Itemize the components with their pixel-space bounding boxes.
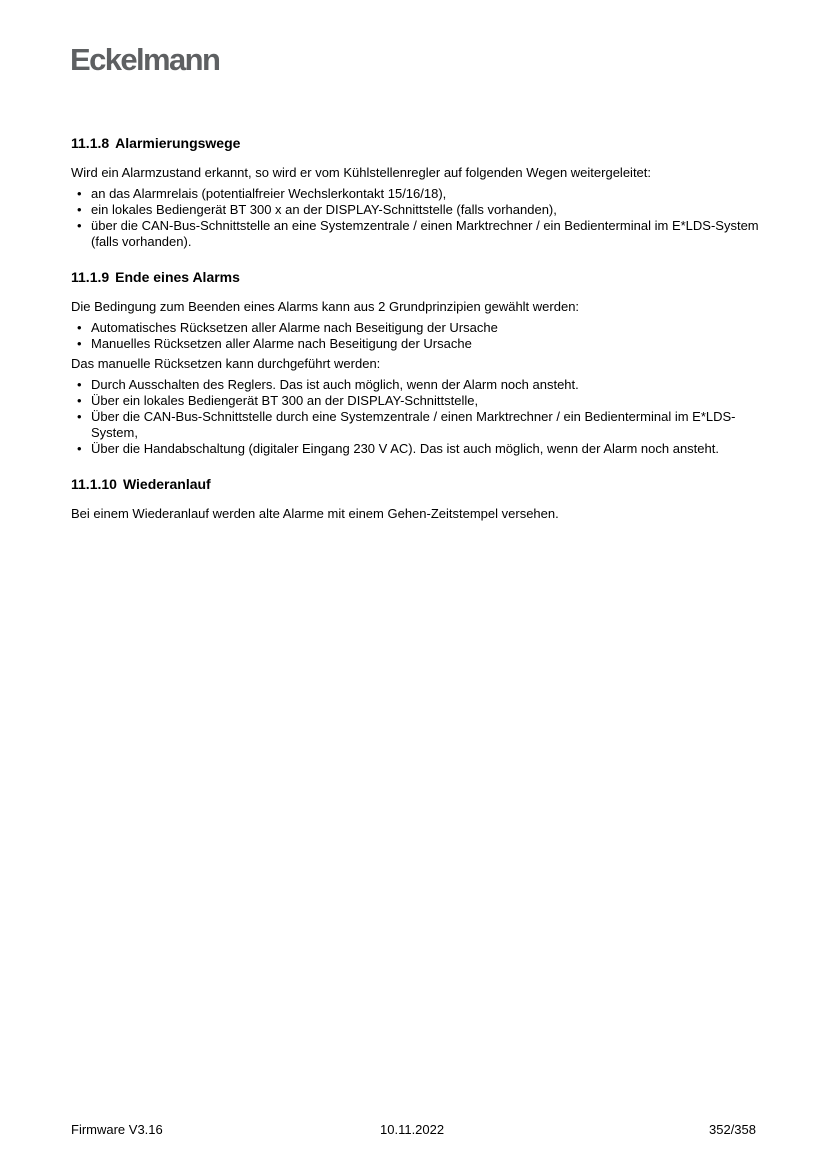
section-intro: Die Bedingung zum Beenden eines Alarms kann aus 2 Grundprinzipien gewählt werden: bbox=[71, 299, 580, 314]
brand-logo: Eckelmann bbox=[70, 42, 220, 77]
section-title: Ende eines Alarms bbox=[115, 269, 240, 285]
list-item: • Manuelles Rücksetzen aller Alarme nach Beseitigung der Ursache bbox=[77, 336, 472, 351]
section-number: 11.1.9 bbox=[71, 269, 110, 285]
bullet-list bbox=[71, 377, 761, 457]
section-alarmierungswege bbox=[71, 134, 761, 250]
bullet-list bbox=[71, 186, 761, 250]
section-title: Alarmierungswege bbox=[115, 135, 241, 151]
section-heading bbox=[71, 475, 761, 493]
section-title: Wiederanlauf bbox=[122, 476, 211, 492]
list-item: • ein lokales Bediengerät BT 300 x an der DISPLAY-Schnittstelle (falls vorhanden), bbox=[77, 202, 557, 217]
footer-page-number: 352/358 bbox=[709, 1122, 756, 1137]
list-item: • über die CAN-Bus-Schnittstelle an eine Systemzentrale / einen Marktrechner / ein Bedienterminal im E*LDS-System (falls vorhanden). bbox=[77, 218, 759, 249]
section-ende-eines-alarms bbox=[71, 268, 761, 457]
footer-date: 10.11.2022 bbox=[380, 1122, 445, 1137]
section-wiederanlauf bbox=[71, 475, 761, 522]
footer-firmware: Firmware V3.16 bbox=[71, 1122, 163, 1137]
list-item: • Über die Handabschaltung (digitaler Eingang 230 V AC). Das ist auch möglich, wenn der Alarm noch ansteht. bbox=[77, 441, 719, 456]
list-item: • Automatisches Rücksetzen aller Alarme nach Beseitigung der Ursache bbox=[77, 320, 498, 335]
section-subintro: Das manuelle Rücksetzen kann durchgeführt werden: bbox=[71, 356, 381, 371]
list-item: • Über ein lokales Bediengerät BT 300 an der DISPLAY-Schnittstelle, bbox=[77, 393, 479, 408]
list-item: • an das Alarmrelais (potentialfreier Wechslerkontakt 15/16/18), bbox=[77, 186, 447, 201]
list-item: • Über die CAN-Bus-Schnittstelle durch eine Systemzentrale / einen Marktrechner / ein Bedienterminal im E*LDS-System, bbox=[77, 409, 736, 440]
section-intro: Wird ein Alarmzustand erkannt, so wird er vom Kühlstellenregler auf folgenden Wegen weitergeleitet: bbox=[71, 165, 652, 180]
section-heading bbox=[71, 268, 761, 286]
section-number: 11.1.8 bbox=[71, 135, 110, 151]
document-body bbox=[71, 134, 761, 540]
bullet-list bbox=[71, 320, 761, 352]
section-number: 11.1.10 bbox=[71, 476, 117, 492]
section-intro: Bei einem Wiederanlauf werden alte Alarme mit einem Gehen-Zeitstempel versehen. bbox=[71, 506, 559, 521]
list-item: • Durch Ausschalten des Reglers. Das ist auch möglich, wenn der Alarm noch ansteht. bbox=[77, 377, 579, 392]
section-heading bbox=[71, 134, 761, 152]
